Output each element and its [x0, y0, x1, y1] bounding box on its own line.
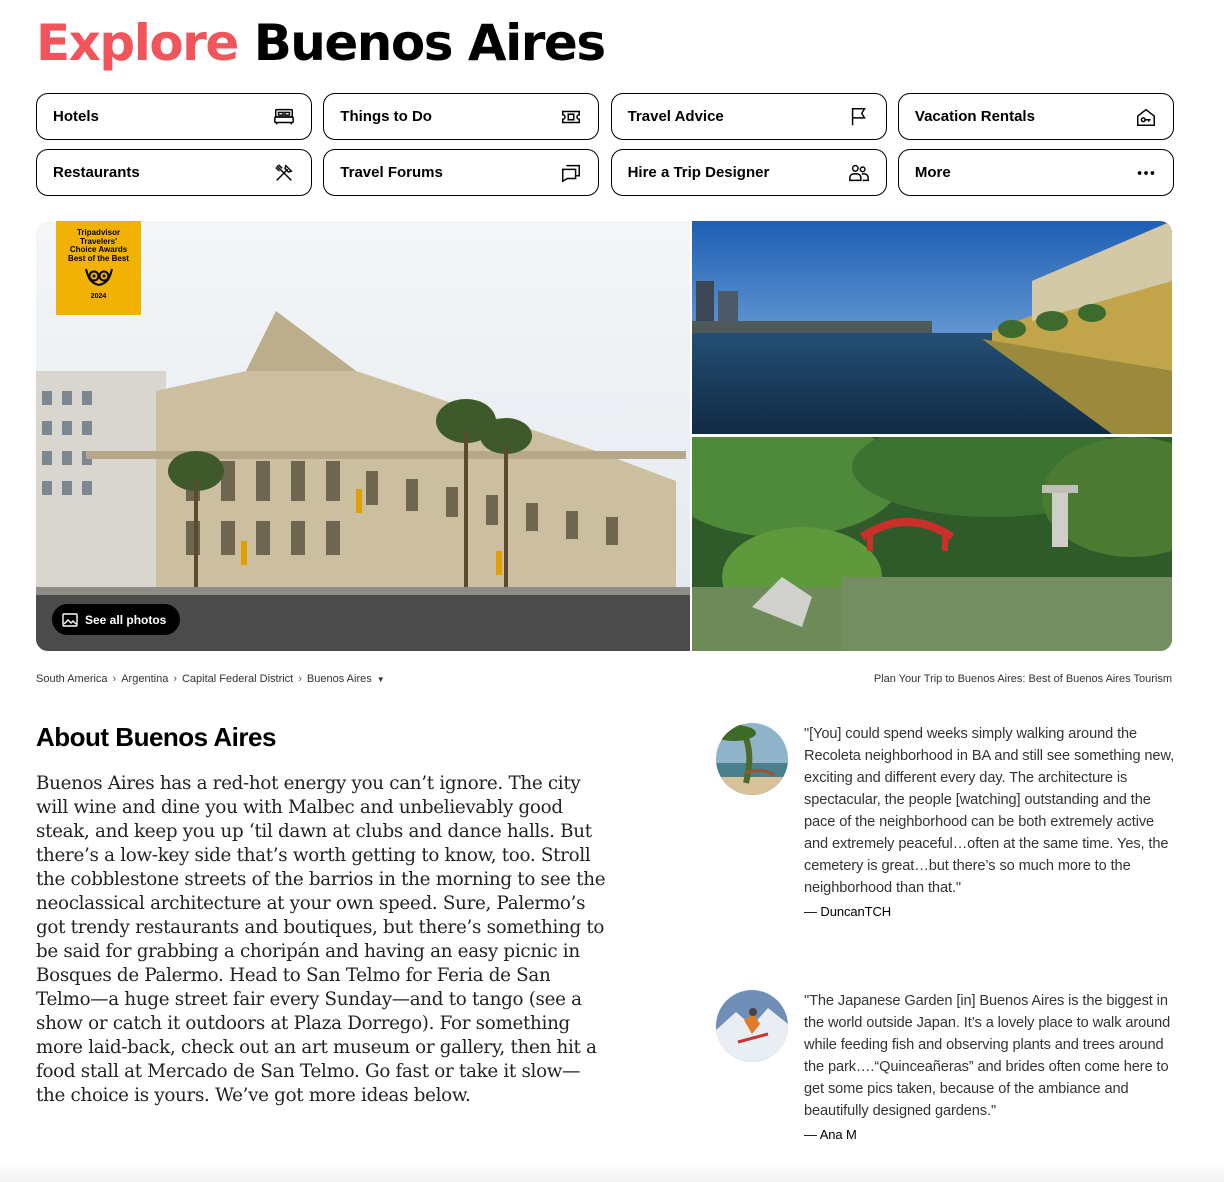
breadcrumb [36, 673, 385, 685]
nav-more-button[interactable] [898, 149, 1174, 196]
plan-trip-link[interactable]: Plan Your Trip to Buenos Aires: Best of Buenos Aires Tourism [873, 673, 1172, 685]
nav-things-to-do-button[interactable] [323, 93, 599, 140]
nav-trip-designer-button[interactable] [611, 149, 887, 196]
chevron-right-icon: › [298, 673, 302, 685]
flag-icon [848, 106, 870, 128]
owl-logo-icon [82, 263, 116, 291]
main-photo-teatro-colon[interactable] [36, 221, 690, 651]
title-accent: Explore [36, 14, 238, 72]
dots-icon [1135, 162, 1157, 184]
ticket-icon [560, 106, 582, 128]
about-title: About Buenos Aires [36, 722, 276, 752]
photo-japanese-garden[interactable] [692, 437, 1172, 651]
nav-label: Hotels [53, 108, 99, 125]
nav-hotels-button[interactable] [36, 93, 312, 140]
nav-vacation-rentals-button[interactable] [898, 93, 1174, 140]
photo-puerto-madero[interactable] [692, 221, 1172, 434]
nav-label: Vacation Rentals [914, 108, 1035, 125]
quote-author[interactable]: — Ana M [804, 1127, 857, 1142]
photo-gallery [36, 221, 1172, 651]
page-title [36, 14, 605, 72]
nav-label: More [914, 164, 951, 181]
title-city: Buenos Aires [253, 14, 605, 72]
quote-text: "The Japanese Garden [in] Buenos Aires is the biggest in the world outside Japan. It’s a lovely place to walk around while feeding fish and observing plants and trees around the park….“Quinceañeras” and brides often come here to get some pics taken, because of the ambiance and beautifully designed gardens." [804, 993, 1171, 1119]
quote-text: "[You] could spend weeks simply walking around the Recoleta neighborhood in BA and still see something new, exciting and different every day. The architecture is spectacular, the people [watching] outstanding and the pace of the neighborhood can be both extremely active and extremely peaceful…often at the same time. Yes, the cemetery is great…but there’s so much more to the neighborhood than that." [804, 726, 1175, 896]
chevron-right-icon: › [112, 673, 117, 685]
nav-label: Hire a Trip Designer [627, 164, 770, 181]
nav-travel-forums-button[interactable] [323, 149, 599, 196]
category-nav [36, 93, 1172, 196]
image-icon [62, 613, 78, 627]
chat-icon [560, 162, 582, 184]
about-text: Buenos Aires has a red-hot energy you can’t ignore. The city will wine and dine you with Malbec and unbelievably good steak, and keep you up ‘til dawn at clubs and dance halls. But there’s a low-key side that’s worth getting to know, too. Stroll the cobblestone streets of the barrios in the morning to see the neoclassical architecture at your own speed. Sure, Palermo’s got trendy restaurants and boutiques, but there’s something to be said for grabbing a choripán and having an easy picnic in Bosques de Palermo. Head to San Telmo for Feria de San Telmo—a huge street fair every Sunday—and to tango (see a show or catch it outdoors at Plaza Dorrego). For something more laid-back, check out an art museum or gallery, then hit a food stall at Mercado de San Telmo. Go fast or take it slow—the choice is yours. We’ve got more ideas below. [36, 773, 606, 1106]
see-all-photos-label: See all photos [85, 612, 167, 627]
nav-label: Things to Do [340, 108, 432, 125]
nav-label: Restaurants [53, 164, 140, 181]
avatar [716, 723, 788, 795]
bed-icon [273, 106, 295, 128]
nav-label: Travel Forums [340, 164, 443, 181]
caret-down-icon[interactable]: ▼ [376, 674, 385, 684]
breadcrumb-south-america[interactable]: South America [36, 673, 108, 685]
people-icon [848, 162, 870, 184]
travelers-choice-badge: Tripadvisor Travelers' Choice Awards Best of the Best 2024 [56, 221, 141, 315]
nav-travel-advice-button[interactable] [611, 93, 887, 140]
quote-author[interactable]: — DuncanTCH [804, 904, 892, 919]
fork-knife-icon [273, 162, 295, 184]
breadcrumb-capital-federal[interactable]: Capital Federal District [181, 673, 294, 685]
avatar [716, 990, 788, 1062]
chevron-right-icon: › [173, 673, 177, 685]
see-all-photos-button[interactable] [52, 604, 180, 635]
nav-restaurants-button[interactable] [36, 149, 312, 196]
house-key-icon [1135, 106, 1157, 128]
breadcrumb-argentina[interactable]: Argentina [121, 673, 169, 685]
breadcrumb-buenos-aires[interactable]: Buenos Aires [306, 673, 372, 685]
bottom-fade [0, 1162, 1224, 1182]
nav-label: Travel Advice [627, 108, 724, 125]
